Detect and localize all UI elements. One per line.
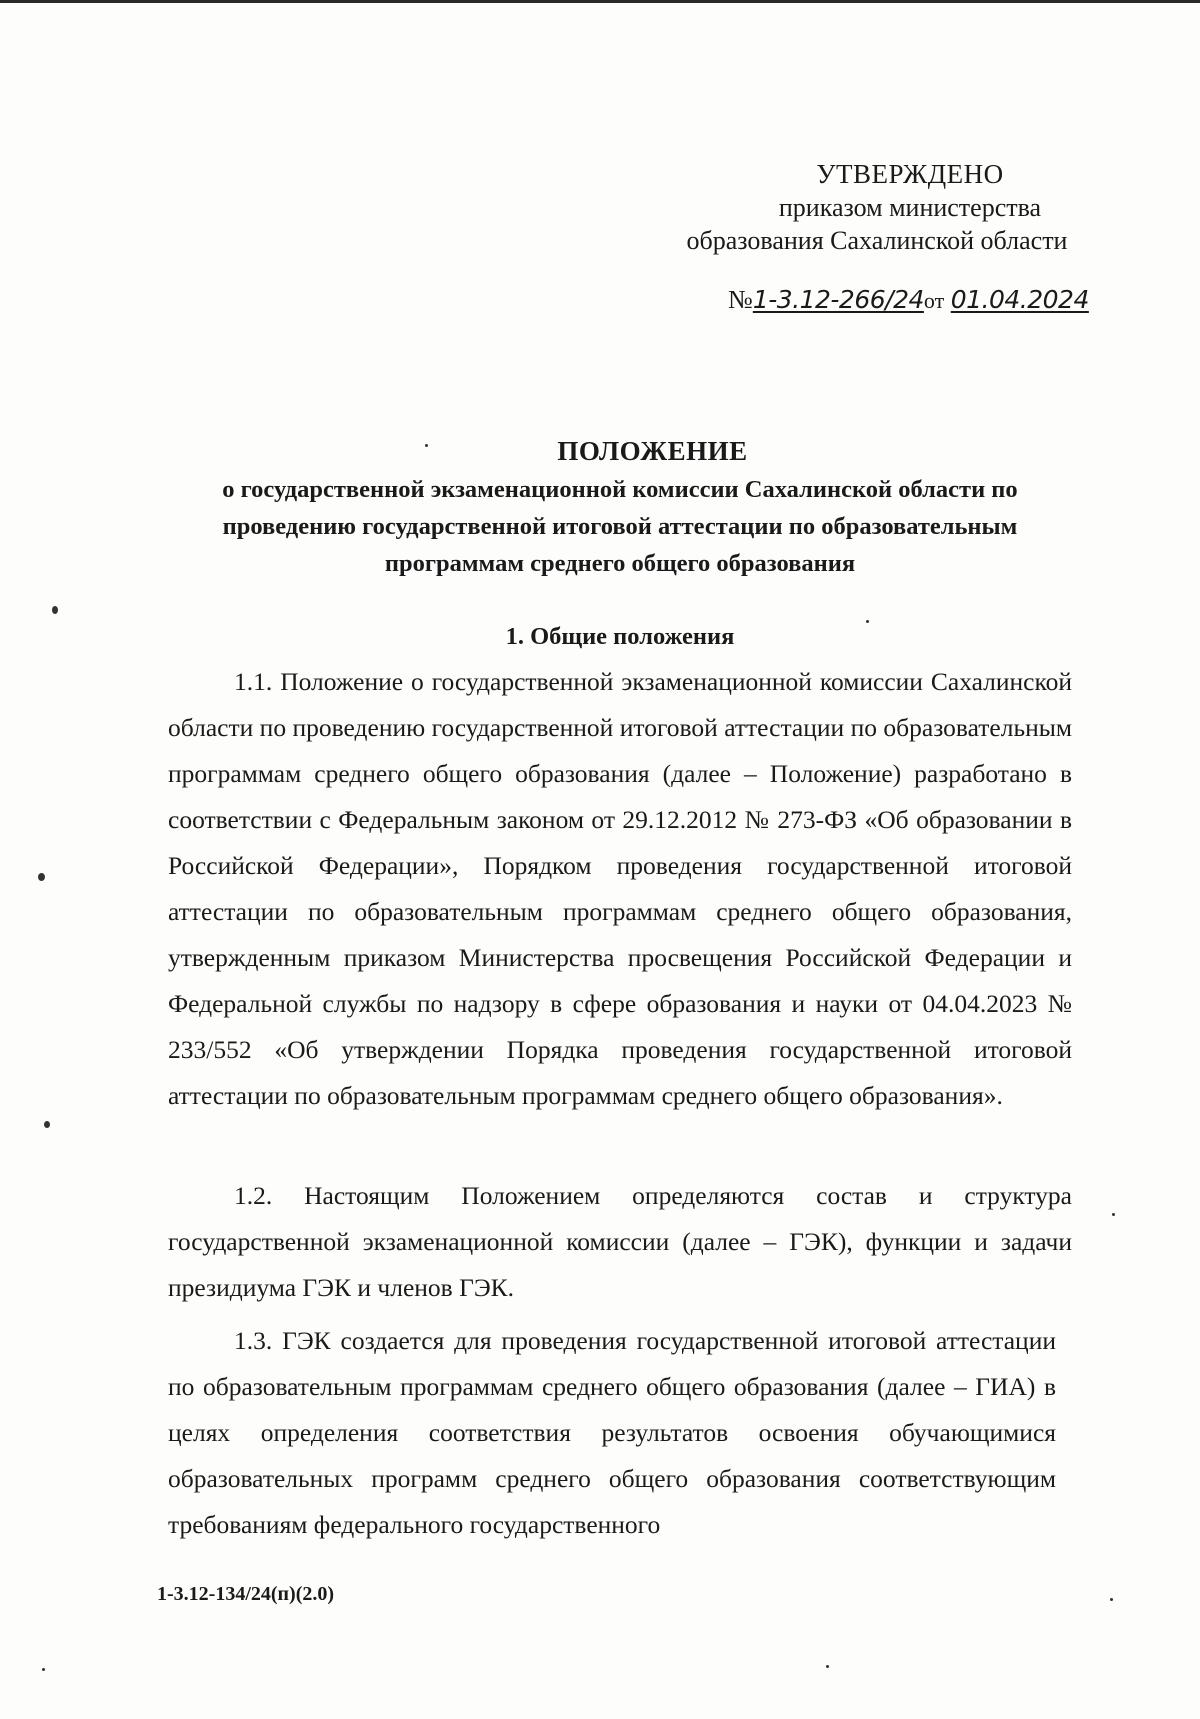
scan-speck [866, 620, 869, 623]
scan-top-edge [0, 0, 1200, 3]
document-subtitle: о государственной экзаменационной комиссии Сахалинской области по проведению государственной итоговой аттестации по образовательным программам среднего общего образования [222, 476, 1018, 577]
order-date-prefix: от [923, 288, 945, 313]
scan-speck [425, 444, 428, 447]
scan-speck [44, 1121, 50, 1128]
paragraph-1-1: 1.1. Положение о государственной экзаменационной комиссии Сахалинской области по проведению государственной итоговой аттестации по образовательным программам среднего общего образования (далее – Положение) разработано в соответствии с Федеральным законом от 29.12.2012 № 273-ФЗ «Об образовании в Российской Федерации», Порядком проведения государственной итоговой аттестации по образовательным программам среднего общего образования, утвержденным приказом Министерства просвещения Российской Федерации и Федеральной службы по надзору в сфере образования и науки от 04.04.2023 № 233/552 «Об утверждении Порядка проведения государственной итоговой аттестации по образовательным программам среднего общего образования». [168, 667, 1072, 1110]
scan-speck [1110, 1598, 1113, 1601]
scan-speck [42, 1668, 45, 1671]
scan-speck [826, 1665, 829, 1668]
approval-heading: УТВЕРЖДЕНО [816, 159, 1004, 189]
document-code: 1-3.12-134/24(п)(2.0) [157, 1583, 335, 1605]
scan-speck [1112, 1213, 1115, 1216]
approval-line-1: приказом министерства [778, 193, 1042, 222]
approval-line-2: образования Сахалинской области [686, 226, 1068, 255]
order-number-prefix: № [728, 285, 753, 314]
paragraph-1-3: 1.3. ГЭК создается для проведения государственной итоговой аттестации по образовательным программам среднего общего образования (далее – ГИА) в целях определения соответствия результатов освоения обучающимися образовательных программ среднего общего образования соответствующим требованиям федерального государственного [168, 1326, 1056, 1539]
scan-speck [38, 873, 45, 881]
approval-block [600, 158, 1120, 257]
scan-speck [52, 606, 58, 614]
order-reference [728, 283, 1128, 318]
section-heading: 1. Общие положения [505, 623, 735, 650]
order-number-handwritten: 1-3.12-266/24 [752, 285, 924, 314]
paragraph-1-2: 1.2. Настоящим Положением определяются состав и структура государственной экзаменационной комиссии (далее – ГЭК), функции и задачи президиума ГЭК и членов ГЭК. [168, 1181, 1072, 1302]
document-title-block [160, 433, 1080, 582]
document-title: ПОЛОЖЕНИЕ [557, 436, 748, 466]
order-date-handwritten: 01.04.2024 [950, 285, 1089, 314]
